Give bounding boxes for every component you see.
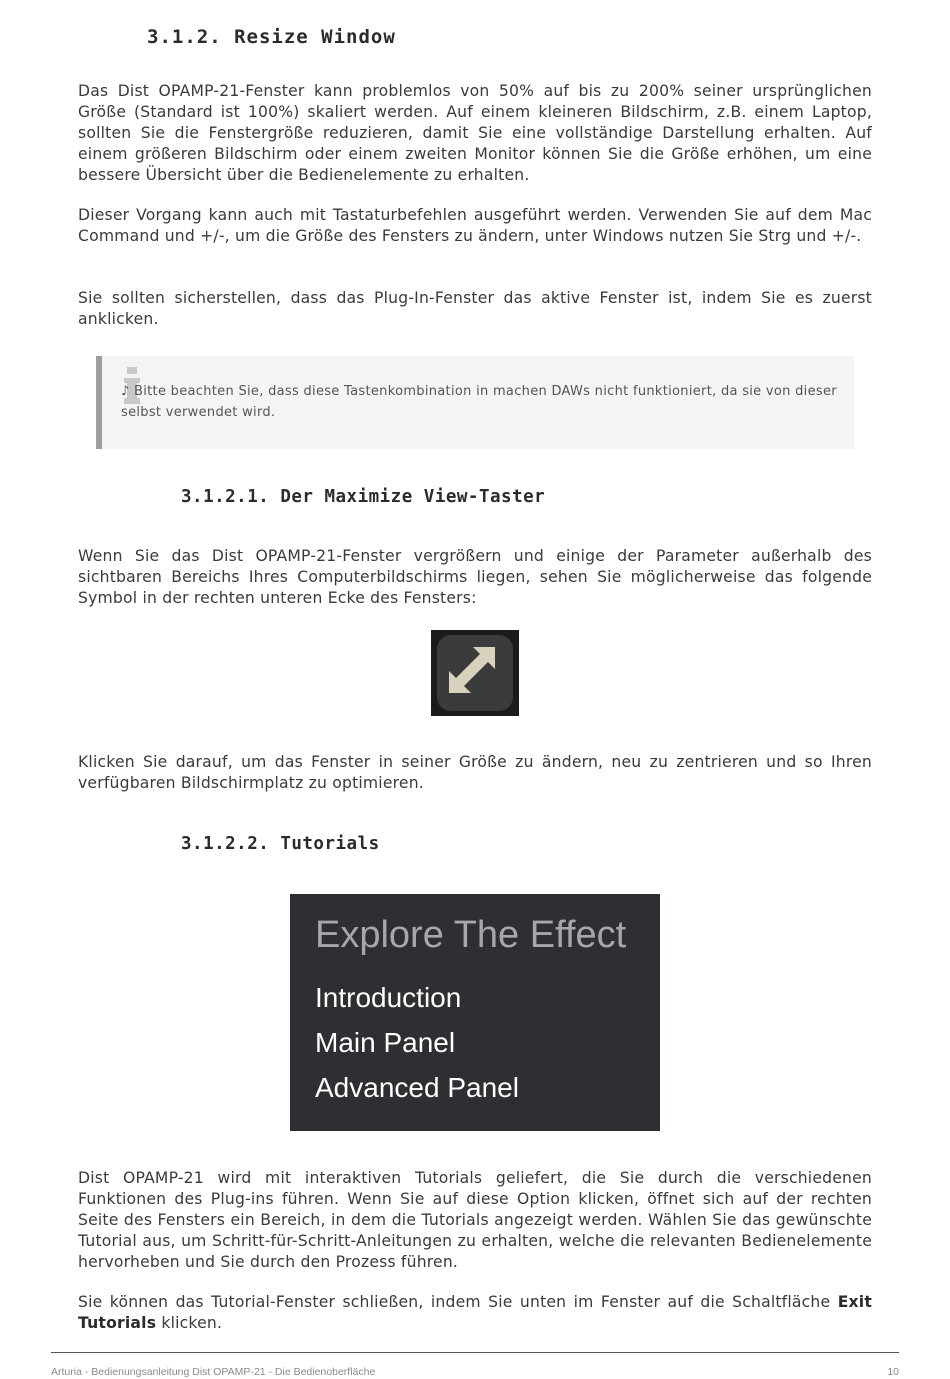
resize-paragraph-2: Dieser Vorgang kann auch mit Tastaturbefehlen ausgeführt werden. Verwenden Sie auf dem Mac Command und +/-, um die Größe des Fensters zu ändern, unter Windows nutzen Sie Strg und +/-. [78, 206, 872, 245]
section-heading: 3.1.2. Resize Window [147, 26, 396, 48]
maximize-paragraph-2: Klicken Sie darauf, um das Fenster in seiner Größe zu ändern, neu zu zentrieren und so Ihren verfügbaren Bildschirmplatz zu optimieren. [78, 753, 872, 792]
tutorials-p2-end: klicken. [161, 1314, 223, 1332]
maximize-button-face [437, 635, 513, 711]
tutorial-item-introduction[interactable]: Introduction [315, 982, 462, 1013]
footer-divider [51, 1352, 899, 1353]
footer-title: Arturia - Bedienungsanleitung Dist OPAMP-21 - Die Bedienoberfläche [51, 1366, 376, 1378]
maximize-paragraph-1: Wenn Sie das Dist OPAMP-21-Fenster vergrößern und einige der Parameter außerhalb des sichtbaren Bereichs Ihres Computerbildschirms liegen, sehen Sie möglicherweise das folgende Symbol in der rechten unteren Ecke des Fensters: [78, 547, 872, 607]
tutorials-paragraph-2 [78, 1292, 872, 1334]
resize-paragraph-1: Das Dist OPAMP-21-Fenster kann problemlos von 50% auf bis zu 200% seiner ursprünglichen Größe (Standard ist 100%) skaliert werden. Auf einem kleineren Bildschirm, z.B. einem Laptop, sollten Sie die Fenstergröße reduzieren, damit Sie eine vollständige Darstellung erhalten. Auf einem größeren Bildschirm oder einem zweiten Monitor können Sie die Größe erhöhen, um eine bessere Übersicht über die Bedienelemente zu erhalten. [78, 82, 872, 184]
tutorial-item-advanced-panel[interactable]: Advanced Panel [315, 1072, 519, 1103]
tutorials-panel [290, 894, 660, 1131]
tutorial-item-main-panel[interactable]: Main Panel [315, 1027, 456, 1058]
tutorials-p2-start: Sie können das Tutorial-Fenster schließen, indem Sie unten im Fenster auf die Schaltfläche [78, 1293, 831, 1311]
maximize-heading: 3.1.2.1. Der Maximize View-Taster [181, 487, 546, 507]
expand-arrows-icon [437, 635, 513, 711]
maximize-view-button[interactable] [431, 630, 519, 716]
tutorials-heading: 3.1.2.2. Tutorials [181, 834, 380, 854]
tutorials-paragraph-1: Dist OPAMP-21 wird mit interaktiven Tutorials geliefert, die Sie durch die verschiedenen Funktionen des Plug-ins führen. Wenn Sie auf diese Option klicken, öffnet sich auf der rechten Seite des Fensters ein Bereich, in dem die Tutorials angezeigt werden. Wählen Sie das gewünschte Tutorial aus, um Schritt-für-Schritt-Anleitungen zu erhalten, welche die relevanten Bedienelemente hervorheben und Sie durch den Prozess führen. [78, 1169, 872, 1271]
resize-paragraph-3: Sie sollten sicherstellen, dass das Plug-In-Fenster das aktive Fenster ist, indem Sie es zuerst anklicken. [78, 289, 872, 328]
tutorials-panel-title: Explore The Effect [315, 914, 627, 956]
note-box [96, 356, 854, 449]
note-text: ♪ Bitte beachten Sie, dass diese Tastenkombination in machen DAWs nicht funktioniert, da sie von dieser selbst verwendet wird. [121, 384, 837, 420]
exit-tutorials-label: Exit Tutorials [78, 1293, 872, 1332]
page-number: 10 [887, 1366, 899, 1378]
